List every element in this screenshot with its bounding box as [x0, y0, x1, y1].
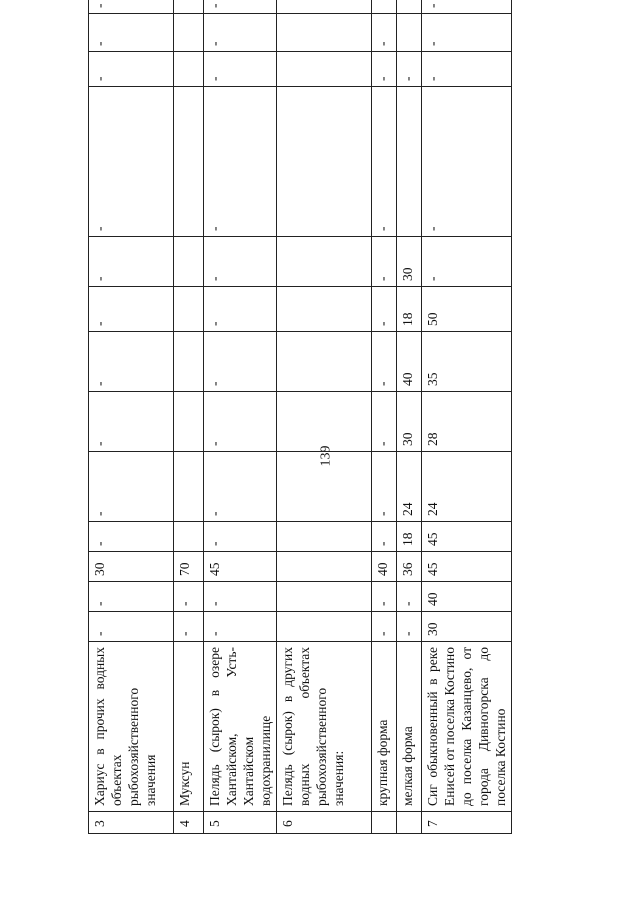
value-cell: 36	[397, 552, 422, 582]
value-cell: -	[422, 237, 512, 287]
value-cell: 30	[89, 552, 174, 582]
value-cell	[397, 14, 422, 52]
value-cell: -	[89, 287, 174, 332]
value-cell: 30	[397, 392, 422, 452]
value-cell: -	[422, 0, 512, 14]
table-row	[204, 0, 277, 834]
value-cell: 30	[422, 612, 512, 642]
value-cell: -	[204, 392, 277, 452]
value-cell: -	[89, 452, 174, 522]
value-cell: 24	[422, 452, 512, 522]
row-number	[397, 812, 422, 834]
value-cell	[277, 14, 372, 52]
species-name: Муксун	[174, 642, 204, 812]
value-cell: -	[89, 332, 174, 392]
value-cell: 24	[397, 452, 422, 522]
value-cell	[174, 287, 204, 332]
value-cell: -	[204, 52, 277, 87]
value-cell	[397, 0, 422, 14]
value-cell: -	[372, 14, 397, 52]
value-cell: -	[372, 612, 397, 642]
value-cell: -	[397, 612, 422, 642]
table-row	[422, 0, 512, 834]
value-cell: -	[397, 582, 422, 612]
value-cell: -	[89, 14, 174, 52]
value-cell: -	[372, 582, 397, 612]
value-cell: -	[397, 52, 422, 87]
rotated-table-container	[88, 3, 508, 834]
value-cell: -	[372, 87, 397, 237]
row-number: 6	[277, 812, 372, 834]
species-name: Сиг обыкновенный в реке Енисей от поселка Костино до поселка Казанцево, от города Дивногорска до поселка Костино	[422, 642, 512, 812]
row-number	[372, 812, 397, 834]
value-cell: -	[422, 52, 512, 87]
row-number: 7	[422, 812, 512, 834]
value-cell	[174, 52, 204, 87]
value-cell	[174, 14, 204, 52]
table-row	[397, 0, 422, 834]
value-cell: -	[204, 87, 277, 237]
value-cell: -	[174, 612, 204, 642]
value-cell: -	[89, 612, 174, 642]
value-cell: -	[89, 522, 174, 552]
value-cell: 40	[397, 332, 422, 392]
value-cell	[277, 552, 372, 582]
value-cell: 45	[204, 552, 277, 582]
value-cell	[174, 522, 204, 552]
species-name: мелкая форма	[397, 642, 422, 812]
value-cell: -	[422, 14, 512, 52]
value-cell: -	[204, 287, 277, 332]
value-cell: -	[422, 87, 512, 237]
species-name: Хариус в прочих водных объектах рыбохозяйственного значения	[89, 642, 174, 812]
row-number: 3	[89, 812, 174, 834]
species-name: крупная форма	[372, 642, 397, 812]
table-row	[174, 0, 204, 834]
value-cell	[277, 287, 372, 332]
value-cell	[174, 332, 204, 392]
value-cell: 30	[397, 237, 422, 287]
value-cell: -	[372, 332, 397, 392]
value-cell: 40	[422, 582, 512, 612]
value-cell: -	[372, 522, 397, 552]
value-cell: 50	[422, 287, 512, 332]
value-cell: 18	[397, 287, 422, 332]
value-cell: 35	[422, 332, 512, 392]
value-cell: -	[204, 582, 277, 612]
value-cell: -	[372, 452, 397, 522]
row-number: 5	[204, 812, 277, 834]
value-cell	[277, 332, 372, 392]
value-cell: -	[204, 237, 277, 287]
species-name: Пелядь (сырок) в озере Хантайском, Усть-Хантайском водохранилище	[204, 642, 277, 812]
table-row	[277, 0, 372, 834]
value-cell: 28	[422, 392, 512, 452]
value-cell: -	[89, 237, 174, 287]
value-cell: -	[89, 52, 174, 87]
value-cell	[277, 452, 372, 522]
value-cell: 70	[174, 552, 204, 582]
value-cell	[397, 87, 422, 237]
value-cell: -	[204, 0, 277, 14]
value-cell	[277, 522, 372, 552]
value-cell	[174, 392, 204, 452]
value-cell: 40	[372, 552, 397, 582]
value-cell	[174, 237, 204, 287]
value-cell: 45	[422, 552, 512, 582]
value-cell	[277, 612, 372, 642]
value-cell: 45	[422, 522, 512, 552]
value-cell	[277, 0, 372, 14]
value-cell: -	[204, 14, 277, 52]
value-cell: -	[372, 52, 397, 87]
value-cell: -	[89, 87, 174, 237]
page-number: 139	[318, 445, 334, 467]
value-cell	[277, 582, 372, 612]
fish-limits-table	[88, 0, 512, 834]
value-cell: -	[89, 582, 174, 612]
value-cell: -	[372, 392, 397, 452]
value-cell: -	[204, 612, 277, 642]
value-cell: -	[372, 287, 397, 332]
value-cell: -	[372, 237, 397, 287]
value-cell: 18	[397, 522, 422, 552]
value-cell	[174, 452, 204, 522]
value-cell	[174, 87, 204, 237]
value-cell	[372, 0, 397, 14]
table-row	[372, 0, 397, 834]
value-cell	[277, 392, 372, 452]
value-cell: -	[174, 582, 204, 612]
table-row	[89, 0, 174, 834]
value-cell	[277, 52, 372, 87]
value-cell	[277, 87, 372, 237]
row-number: 4	[174, 812, 204, 834]
species-name: Пелядь (сырок) в других водных объектах рыбохозяйственного значения:	[277, 642, 372, 812]
value-cell: -	[204, 332, 277, 392]
value-cell: -	[89, 392, 174, 452]
value-cell: -	[89, 0, 174, 14]
value-cell: -	[204, 452, 277, 522]
value-cell	[277, 237, 372, 287]
value-cell	[174, 0, 204, 14]
value-cell: -	[204, 522, 277, 552]
